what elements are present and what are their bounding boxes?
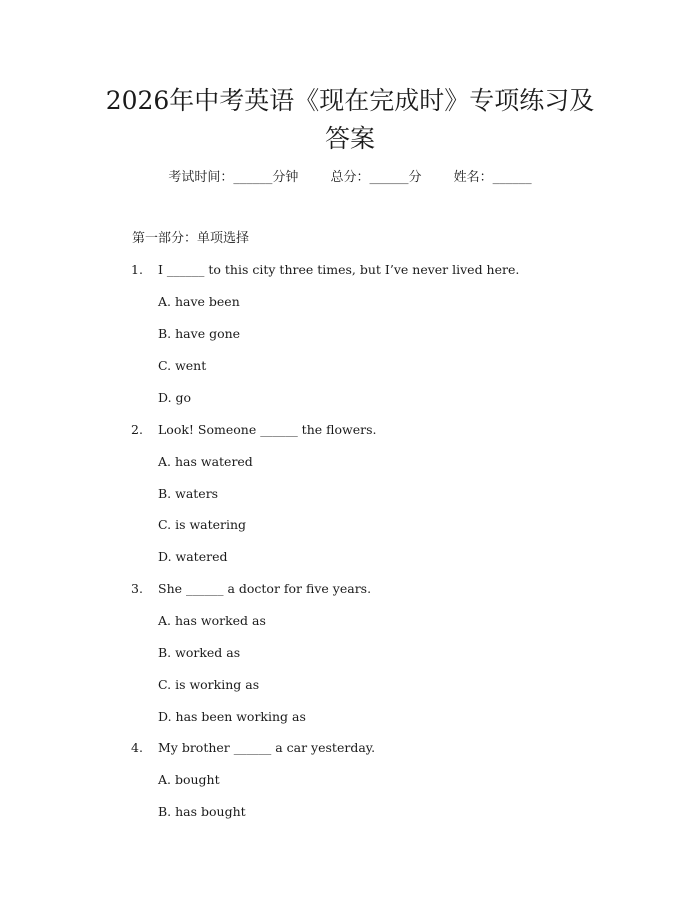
section-heading: 第一部分：单项选择 [132,231,250,246]
question-3-option-d: D. has been working as [158,709,306,724]
question-2-number: 2. [131,422,143,437]
question-4-option-b: B. has bought [158,804,246,819]
title-line-2: 答案 [324,124,375,153]
question-1-number: 1. [131,262,143,277]
document-title [60,82,640,158]
question-3-number: 3. [131,581,143,596]
question-2-option-a: A. has watered [158,454,253,469]
question-3-stem: She ______ a doctor for five years. [158,581,372,596]
name-field: 姓名：______ [453,170,532,185]
question-1-stem: I ______ to this city three times, but I’ve never lived here. [158,262,520,277]
question-1-option-c: C. went [158,358,207,373]
question-2-option-c: C. is watering [158,517,247,532]
exam-time-field: 考试时间：______分钟 [168,170,299,185]
question-2-option-b: B. waters [158,486,219,501]
question-1-option-b: B. have gone [158,326,241,341]
question-1-option-d: D. go [158,390,192,405]
question-4-number: 4. [131,740,143,755]
exam-info-line [0,168,700,188]
question-2-option-d: D. watered [158,549,228,564]
total-score-field: 总分：______分 [330,170,422,185]
question-3-option-b: B. worked as [158,645,241,660]
question-3-option-c: C. is working as [158,677,260,692]
question-3-option-a: A. has worked as [158,613,266,628]
question-1-option-a: A. have been [158,294,240,309]
question-4-option-a: A. bought [158,772,220,787]
title-line-1: 2026年中考英语《现在完成时》专项练习及 [105,86,595,115]
question-4-stem: My brother ______ a car yesterday. [158,740,376,755]
question-2-stem: Look! Someone ______ the flowers. [158,422,377,437]
